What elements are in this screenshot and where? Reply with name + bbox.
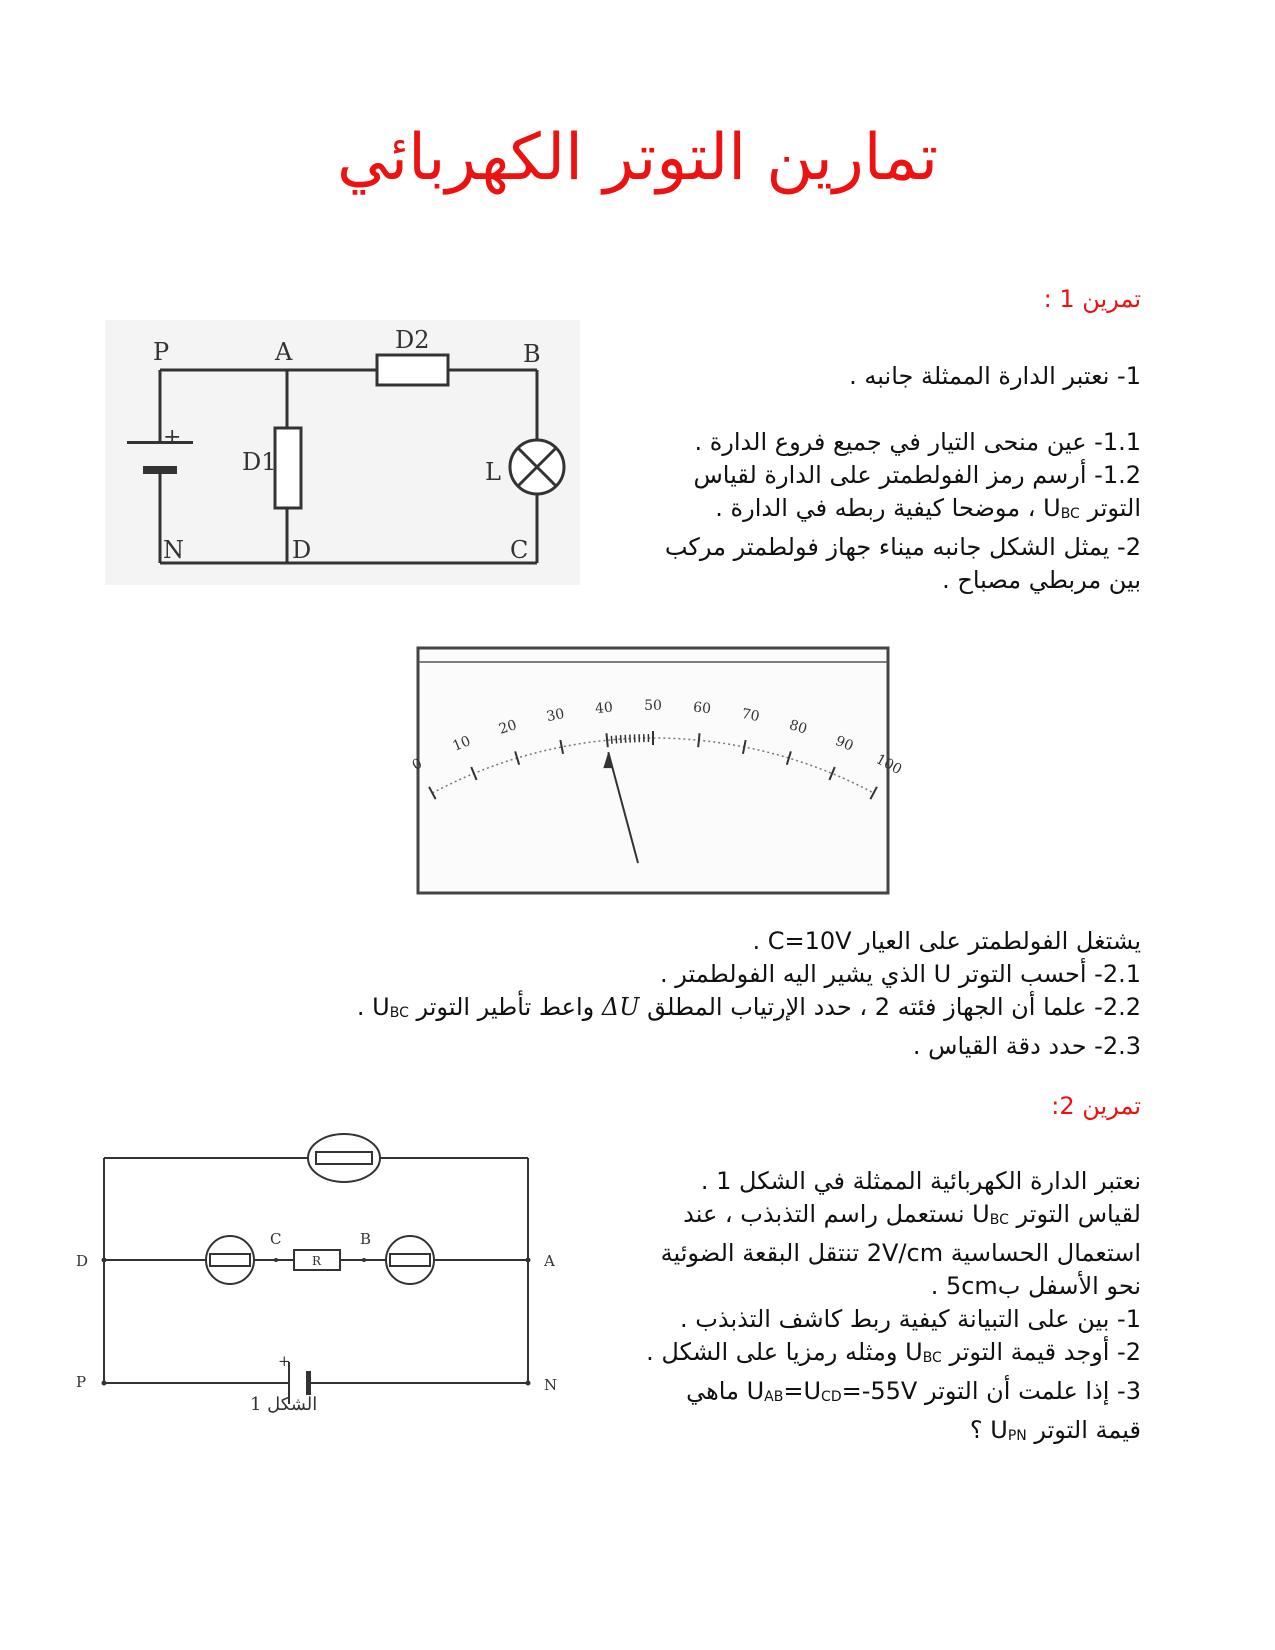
circuit-1-diagram — [105, 320, 580, 585]
question-2-1: 2.1- أحسب التوتر U الذي يشير اليه الفولطمتر . — [659, 960, 1141, 988]
meter-tick-label: 90 — [833, 733, 856, 755]
text-fragment: قيمة التوتر U — [990, 1416, 1141, 1444]
meter-fine-tick — [621, 735, 622, 743]
question-1: 1- بين على التبيانة كيفية ربط كاشف التذبذب . — [680, 1305, 1141, 1333]
exercise-1-part-1 — [665, 360, 1141, 597]
line-3: استعمال الحساسية 2V/cm تنتقل البقعة الضوئية — [660, 1239, 1141, 1267]
subscript: AB — [764, 1389, 784, 1405]
meter-tick-label: 0 — [409, 755, 426, 774]
delta-u-symbol: ΔU — [601, 993, 640, 1021]
question-1: 1- نعتبر الدارة الممثلة جانبه . — [849, 362, 1141, 390]
question-2-3: 2.3- حدد دقة القياس . — [912, 1032, 1141, 1060]
text-fragment: التوتر U — [1043, 494, 1141, 522]
meter-fine-tick — [611, 736, 612, 744]
meter-tick-label: 70 — [740, 705, 761, 726]
resistor-d2-label: D2 — [395, 326, 430, 354]
question-2-a: 2- يمثل الشكل جانبه ميناء جهاز فولطمتر مركب — [664, 533, 1141, 561]
subscript: BC — [1060, 506, 1080, 522]
meter-fine-tick — [616, 735, 617, 743]
node-b-label: B — [360, 1230, 372, 1248]
page-title: تمارين التوتر الكهربائي — [336, 121, 939, 195]
subscript: BC — [389, 1005, 409, 1021]
text-fragment: . — [356, 993, 373, 1021]
resistor-d1-label: D1 — [242, 448, 277, 476]
line-2 — [646, 1198, 1141, 1237]
subscript: PN — [1007, 1428, 1027, 1444]
lamp-l-label: L — [485, 458, 501, 486]
meter-tick-label: 30 — [545, 705, 566, 726]
text-fragment: ؟ — [969, 1416, 991, 1444]
node-p-label: P — [76, 1373, 87, 1391]
resistor-r-label: R — [312, 1254, 322, 1268]
text-fragment: واعط تأطير التوتر U — [372, 993, 602, 1021]
text-fragment: لقياس التوتر U — [972, 1200, 1141, 1228]
question-2 — [646, 1336, 1141, 1375]
meter-tick-label: 20 — [497, 717, 519, 738]
caliber-line: يشتغل الفولطمتر على العيار C=10V . — [752, 927, 1141, 955]
text-fragment: ، موضحا كيفية ربطه في الدارة . — [715, 494, 1044, 522]
meter-tick-label: 40 — [594, 699, 614, 718]
node-a-label: A — [275, 338, 293, 366]
text-fragment: 2.2- علما أن الجهاز فئته 2 ، حدد الإرتياب المطلق — [639, 993, 1141, 1021]
subscript: CD — [821, 1389, 842, 1405]
battery-short-plate — [143, 466, 177, 474]
meter-tick-label: 60 — [692, 699, 712, 718]
question-3 — [646, 1375, 1141, 1414]
meter-tick-label: 100 — [873, 751, 905, 779]
question-2-2 — [357, 991, 1141, 1030]
node-d-label: D — [292, 536, 312, 564]
battery-short-plate — [306, 1371, 311, 1395]
question-1-2-b — [665, 492, 1141, 531]
node-d-label: D — [76, 1252, 89, 1270]
node-c-label: C — [270, 1230, 282, 1248]
node-n-label: N — [163, 536, 184, 564]
node-a-label: A — [544, 1252, 555, 1270]
meter-tick-label: 50 — [644, 698, 662, 714]
question-2-b: بين مربطي مصباح . — [942, 566, 1141, 594]
question-1-1: 1.1- عين منحى التيار في جميع فروع الدارة . — [694, 428, 1141, 456]
exercise-2-heading: تمرين 2: — [1051, 1092, 1141, 1120]
meter-tick — [698, 733, 699, 747]
subscript: BC — [989, 1212, 1009, 1228]
text-fragment: 2- أوجد قيمة التوتر U — [905, 1338, 1141, 1366]
exercise-2-text — [646, 1165, 1141, 1453]
exercise-1-part-2 — [357, 925, 1141, 1063]
battery-plus-sign: + — [163, 425, 182, 450]
line-1: نعتبر الدارة الكهربائية الممثلة في الشكل 1 . — [700, 1167, 1141, 1195]
node-b-label: B — [523, 340, 541, 368]
question-1-2-a: 1.2- أرسم رمز الفولطمتر على الدارة لقياس — [693, 461, 1141, 489]
text-fragment: =U — [783, 1377, 822, 1405]
node-n-label: N — [544, 1376, 558, 1394]
exercise-1-heading: تمرين 1 : — [1043, 285, 1141, 313]
text-fragment: 3- إذا علمت أن التوتر U — [746, 1377, 1141, 1405]
battery-plus-sign: + — [278, 1352, 291, 1370]
question-3-end — [646, 1414, 1141, 1453]
text-fragment: نستعمل راسم التذبذب ، عند — [683, 1200, 973, 1228]
node-c-label: C — [510, 536, 529, 564]
node-p-label: P — [153, 338, 170, 366]
circuit-2-diagram — [68, 1128, 568, 1428]
figure-caption: الشكل 1 — [250, 1394, 318, 1415]
text-fragment: ومثله رمزيا على الشكل . — [646, 1338, 906, 1366]
line-4: نحو الأسفل ب5cm . — [930, 1272, 1141, 1300]
text-fragment: =-55V ماهي — [686, 1377, 918, 1405]
meter-tick-label: 10 — [450, 733, 473, 755]
meter-tick-label: 80 — [787, 717, 809, 738]
voltmeter-dial — [409, 648, 905, 893]
subscript: BC — [922, 1350, 942, 1366]
meter-tick — [606, 733, 607, 747]
battery-long-plate — [127, 441, 193, 444]
